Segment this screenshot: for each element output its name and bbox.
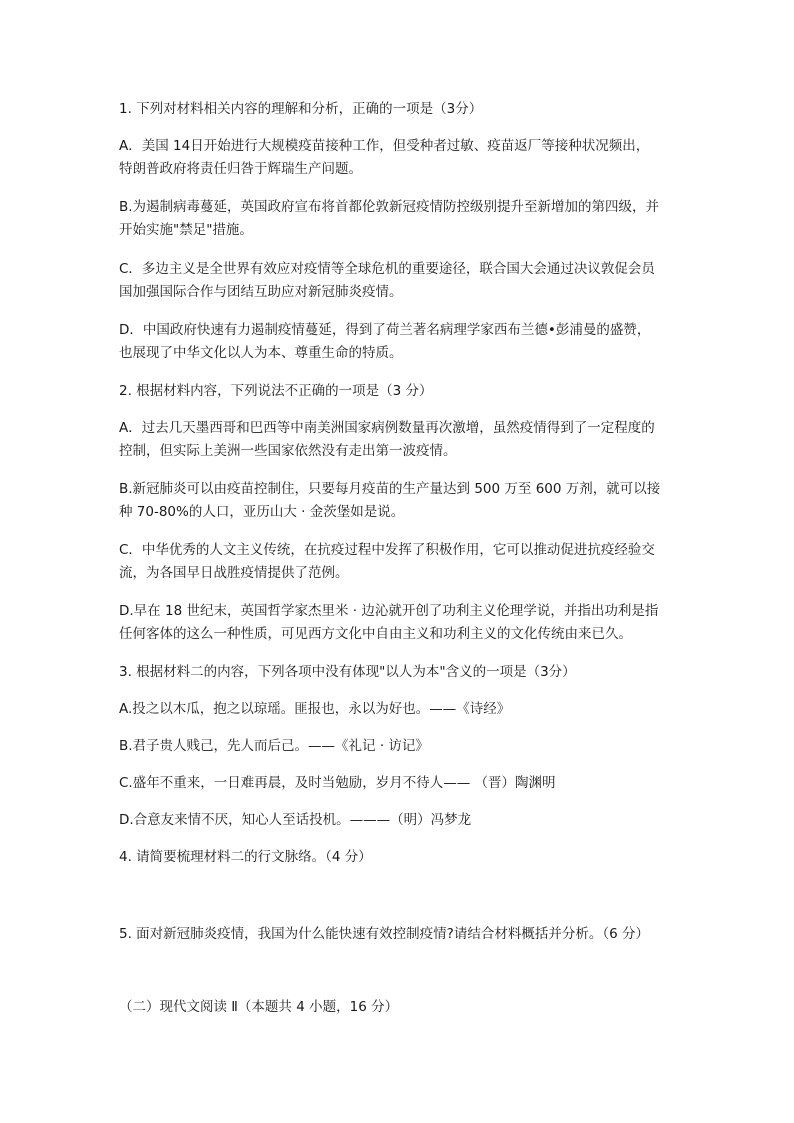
q1-option-c-line-2: 国加强国际合作与团结互助应对新冠肺炎疫情。 — [119, 284, 403, 300]
q2-option-a-line-2: 控制，但实际上美洲一些国家依然没有走出第一波疫情。 — [119, 443, 457, 459]
question-1-stem: 1. 下列对材料相关内容的理解和分析，正确的一项是（3分） — [119, 101, 483, 117]
section-heading: （二）现代文阅读 Ⅱ（本题共 4 小题，16 分） — [119, 999, 399, 1015]
q1-option-b-line-1: B.为遏制病毒蔓延，英国政府宣布将首都伦敦新冠疫情防控级别提升至新增加的第四级，并 — [119, 199, 660, 215]
q1-option-c-line-1: C．多边主义是全世界有效应对疫情等全球危机的重要途径，联合国大会通过决议敦促会员 — [119, 261, 655, 277]
q2-option-c-line-2: 流，为各国早日战胜疫情提供了范例。 — [119, 565, 349, 581]
q2-option-b-line-1: B.新冠肺炎可以由疫苗控制住，只要每月疫苗的生产量达到 500 万至 600 万剂，就可以接 — [119, 481, 661, 497]
q3-option-d: D.合意友来情不厌，知心人至话投机。———（明）冯梦龙 — [119, 812, 472, 828]
q2-option-d-line-1: D.早在 18 世纪末，英国哲学家杰里米 · 边沁就开创了功利主义伦理学说，并指出功利是指 — [119, 603, 659, 619]
q1-option-b-line-2: 开始实施"禁足"措施。 — [119, 222, 253, 238]
q2-option-b-line-2: 种 70-80%的人口，亚历山大 · 金茨堡如是说。 — [119, 504, 405, 520]
question-3-stem: 3. 根据材料二的内容，下列各项中没有体现"以人为本"含义的一项是（3分） — [119, 664, 576, 680]
q2-option-d-line-2: 任何客体的这么一种性质，可见西方文化中自由主义和功利主义的文化传统由来已久。 — [119, 626, 632, 642]
q1-option-d-line-1: D．中国政府快速有力遏制疫情蔓延，得到了荷兰著名病理学家西布兰德•彭浦曼的盛赞， — [119, 322, 651, 338]
q3-option-c: C.盛年不重来，一日难再晨，及时当勉励，岁月不待人—— （晋）陶渊明 — [119, 775, 556, 791]
q1-option-d-line-2: 也展现了中华文化以人为本、尊重生命的特质。 — [119, 345, 403, 361]
question-4-stem: 4. 请简要梳理材料二的行文脉络。（4 分） — [119, 849, 372, 865]
q3-option-b: B.君子贵人贱己，先人而后己。——《礼记 · 访记》 — [119, 738, 429, 754]
q3-option-a: A.投之以木瓜，抱之以琼瑶。匪报也，永以为好也。——《诗经》 — [119, 701, 511, 717]
q2-option-c-line-1: C．中华优秀的人文主义传统，在抗疫过程中发挥了积极作用，它可以推动促进抗疫经验交 — [119, 542, 655, 558]
q1-option-a-line-1: A．美国 14日开始进行大规模疫苗接种工作，但受种者过敏、疫苗返厂等接种状况频出， — [119, 138, 650, 154]
q1-option-a-line-2: 特朗普政府将责任归咎于辉瑞生产问题。 — [119, 161, 362, 177]
q2-option-a-line-1: A．过去几天墨西哥和巴西等中南美洲国家病例数量再次激增，虽然疫情得到了一定程度的 — [119, 420, 655, 436]
question-2-stem: 2. 根据材料内容，下列说法不正确的一项是（3 分） — [119, 383, 433, 399]
question-5-stem: 5. 面对新冠肺炎疫情，我国为什么能快速有效控制疫情?请结合材料概括并分析。（6 分） — [119, 926, 649, 942]
